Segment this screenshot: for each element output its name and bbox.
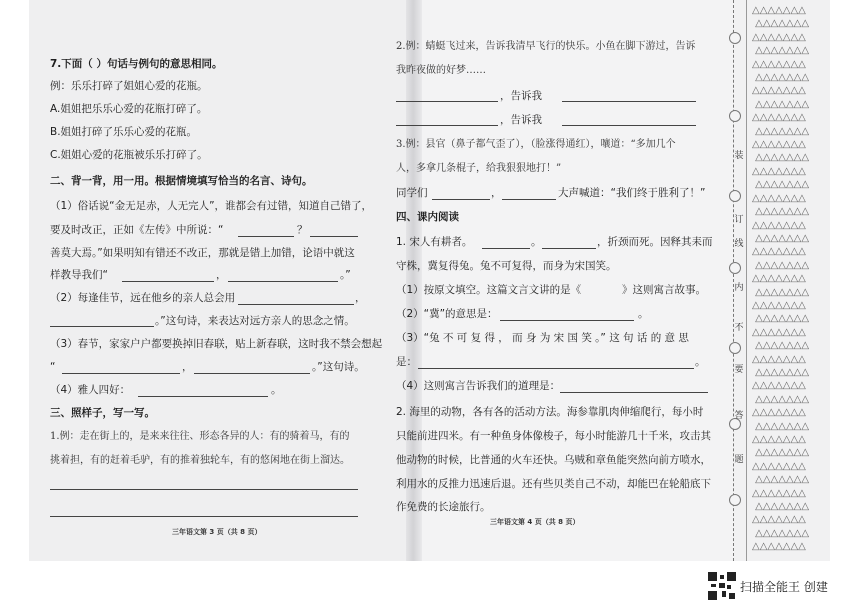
s2-1-line3: 善莫大焉。”如果明知有错还不改正，那就是错上加错，论语中就这: [50, 247, 355, 259]
q7-option-b: B.姐姐打碎了乐乐心爱的花瓶。: [50, 126, 198, 138]
s2-4b: 。: [271, 384, 282, 396]
r1-q2a: （2）“冀”的意思是：: [396, 308, 498, 320]
section-4-title: 四、课内阅读: [396, 211, 459, 223]
answer-blank[interactable]: [122, 281, 214, 282]
answer-blank[interactable]: [560, 392, 708, 393]
r2-line1: 2. 海里的动物，各有各的活动方法。海参靠肌肉伸缩爬行，每小时: [396, 406, 704, 418]
binding-hole-marker: [729, 110, 741, 122]
s2-2-line1: （2）每逢佳节，远在他乡的亲人总会用: [50, 292, 236, 304]
q3-line1: 3.例：县官（鼻子都气歪了），（脸涨得通红），嚷道：“多加几个: [396, 139, 676, 150]
scanner-watermark: [708, 572, 828, 600]
binding-hole-marker: [729, 262, 741, 274]
s2-4: （4）雅人四好：: [50, 384, 131, 396]
seal-char: 订: [734, 215, 744, 225]
r1-q1b: 》这则寓言故事。: [622, 284, 706, 296]
answer-blank[interactable]: [50, 326, 154, 327]
answer-blank[interactable]: [194, 373, 310, 374]
q7-example: 例：乐乐打碎了姐姐心爱的花瓶。: [50, 80, 208, 92]
q3-line3b: ，: [491, 187, 502, 199]
answer-blank[interactable]: [62, 373, 180, 374]
s2-3-line2b: ，: [182, 361, 193, 373]
section-2-title: 二、背一背，用一用。根据情境填写恰当的名言、诗句。: [50, 175, 313, 187]
binding-solid-line: [746, 0, 747, 561]
triangle-pattern: △△△△△△△ △△△△△△△ △△△△△△△ △△△△△△△ △△△△△△△ △△△△△△△ △△△△△△△ △△△△△△△ △△△△△△△ △△△△△△△ △△△△△△△ △△△△△△△ △△△△△△△ △△△△△△△ △△△△△△△ △△△△△△△ △△△△△△△ △△△△△△△ △△△△△△△ △△△△△△△ △△△△△△△ △△△△△△△ △△△△△△△ △△△△△△△ △△△△△△△ △△△△△△△ △△△△△△△ △△△△△△△ △△△△△△△ △△△△△△△ △△△△△△△ △△△△△△△ △△△△△△△ △△△△△△△ △△△△△△△ △△△△△△△ △△△△△△△ △△△△△△△ △△△△△△△ △△△△△△△ △△△△△△△: [752, 5, 810, 553]
q3-line3c: 大声喊道：“我们终于胜利了！”: [558, 187, 706, 199]
seal-char: 题: [734, 455, 744, 465]
r1-line1c: ，折颈而死。因释其耒而: [597, 236, 713, 248]
s2-3-line2a: “: [50, 361, 56, 373]
r1-q3: （3）“兔 不 可 复 得 ， 而 身 为 宋 国 笑 。” 这 句 话 的 意 思: [396, 332, 689, 344]
seal-char: 要: [734, 365, 744, 375]
r1-q1a: （1）按原文填空。这篇文言文讲的是《: [396, 284, 582, 296]
answer-blank[interactable]: [238, 236, 294, 237]
r1-line1: 1. 宋人有耕者。: [396, 236, 473, 248]
s2-2-line1b: ，: [355, 292, 366, 304]
answer-blank[interactable]: [396, 101, 498, 102]
binding-hole-marker: [729, 494, 741, 506]
s2-1-line4a: 样教导我们“: [50, 269, 108, 281]
s2-3-line1: （3）春节，家家户户都要换掉旧春联，贴上新春联，这时我不禁会想起: [50, 338, 383, 350]
answer-blank[interactable]: [482, 248, 530, 249]
s3-line1: 1.例：走在街上的，是来来往往、形态各异的人：有的骑着马，有的: [50, 431, 350, 442]
seal-char: 内: [734, 283, 744, 293]
answer-blank[interactable]: [228, 281, 338, 282]
left-page-footer: 三年语文第 3 页（共 8 页）: [172, 528, 262, 536]
right-page-footer: 三年语文第 4 页（共 8 页）: [490, 518, 580, 526]
q2-tell2: ，告诉我: [500, 114, 542, 126]
s3-line2: 挑着担，有的赶着毛驴，有的推着独轮车，有的悠闲地在街上溜达。: [50, 455, 350, 466]
answer-blank[interactable]: [238, 304, 354, 305]
r1-q3c: 。: [695, 356, 706, 368]
seal-char: 线: [734, 239, 744, 249]
answer-blank[interactable]: [432, 199, 490, 200]
answer-blank[interactable]: [396, 125, 498, 126]
r1-q3b: 是：: [396, 356, 417, 368]
s2-1-line1: （1）俗话说“金无足赤，人无完人”，谁都会有过错，知道自己错了，: [50, 200, 373, 212]
binding-hole-marker: [729, 190, 741, 202]
s2-3-line2c: 。”这句诗。: [312, 361, 365, 373]
seal-char: 装: [734, 151, 744, 161]
s2-2-line2: 。”这句诗，来表达对远方亲人的思念之情。: [155, 315, 355, 327]
s2-1-line2b: ？: [297, 224, 308, 236]
answer-blank[interactable]: [562, 101, 696, 102]
q3-line2: 人，多拿几条棍子，给我狠狠地打！”: [396, 163, 562, 174]
r1-line2: 守株，冀复得兔。兔不可复得，而身为宋国笑。: [396, 260, 617, 272]
watermark-text: 扫描全能王 创建: [740, 579, 828, 594]
binding-hole-marker: [729, 32, 741, 44]
s2-1-line2a: 要及时改正，正如《左传》中所说：“: [50, 224, 224, 236]
r2-line2: 只能前进四米。有一种鱼身体像梭子，每小时能游几十千米，攻击其: [396, 430, 711, 442]
r2-line4: 利用水的反推力迅速后退。还有些贝类自己不动，却能巴在轮船底下: [396, 478, 711, 490]
seal-char: 答: [734, 411, 744, 421]
answer-blank[interactable]: [138, 396, 268, 397]
answer-blank[interactable]: [542, 248, 596, 249]
writing-line[interactable]: [50, 489, 358, 490]
r2-line3: 他动物的时候，比普通的火车还快。乌贼和章鱼能突然向前方喷水，: [396, 454, 711, 466]
s2-1-line4c: 。”: [340, 269, 351, 281]
s2-1-line4b: ，: [216, 269, 227, 281]
r2-line5: 作免费的长途旅行。: [396, 501, 491, 513]
section-3-title: 三、照样子，写一写。: [50, 407, 155, 419]
answer-blank[interactable]: [310, 236, 358, 237]
answer-blank[interactable]: [562, 125, 696, 126]
q2-line2: 我昨夜做的好梦……: [396, 65, 486, 76]
q7-option-c: C.姐姐心爱的花瓶被乐乐打碎了。: [50, 149, 208, 161]
seal-char: 不: [734, 323, 744, 333]
q2-tell1: ，告诉我: [500, 90, 542, 102]
r1-line1b: 。: [531, 236, 542, 248]
qr-code-icon: [708, 572, 736, 600]
answer-blank[interactable]: [418, 368, 694, 369]
writing-line[interactable]: [50, 516, 358, 517]
binding-hole-marker: [729, 342, 741, 354]
q7-option-a: A.姐姐把乐乐心爱的花瓶打碎了。: [50, 103, 208, 115]
r1-q2b: 。: [638, 308, 649, 320]
q3-line3a: 同学们: [396, 187, 428, 199]
answer-blank[interactable]: [502, 199, 556, 200]
answer-blank[interactable]: [500, 320, 634, 321]
q7-title: 7.下面（ ）句话与例句的意思相同。: [50, 58, 223, 70]
q2-line1: 2.例：蜻蜓飞过来，告诉我清早飞行的快乐。小鱼在脚下游过，告诉: [396, 41, 696, 52]
r1-q4: （4）这则寓言告诉我们的道理是：: [396, 380, 561, 392]
